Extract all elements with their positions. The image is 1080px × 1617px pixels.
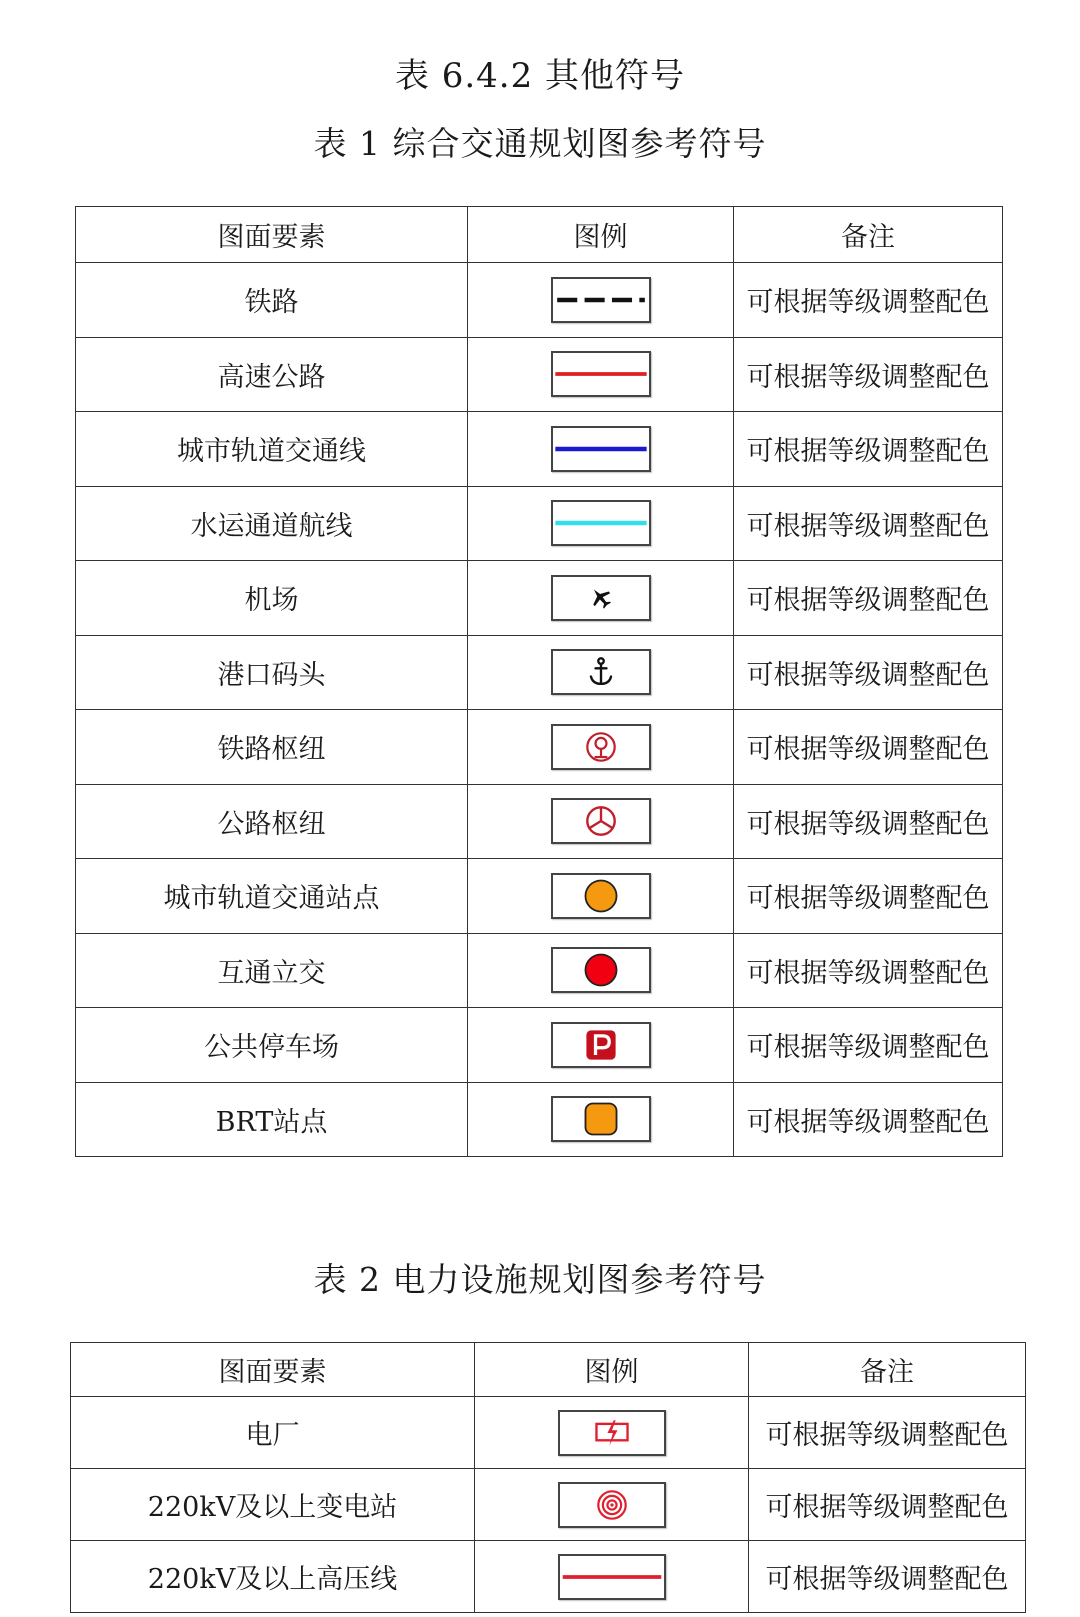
note: 可根据等级调整配色: [734, 784, 1003, 859]
note: 可根据等级调整配色: [734, 561, 1003, 636]
element-name: 机场: [76, 561, 468, 636]
note: 可根据等级调整配色: [734, 635, 1003, 710]
table1-title: 表 1 综合交通规划图参考符号: [313, 124, 767, 163]
header-element: 图面要素: [76, 207, 468, 263]
power-symbols-table: [70, 1342, 1026, 1613]
table-row: [76, 486, 1003, 561]
header-legend: 图例: [468, 207, 734, 263]
note: 可根据等级调整配色: [734, 933, 1003, 1008]
element-name: 电厂: [71, 1397, 475, 1469]
table2-title: 表 2 电力设施规划图参考符号: [313, 1260, 767, 1299]
red-circle-icon: [551, 947, 651, 993]
railway-line-icon: [551, 277, 651, 323]
table-header-row: [76, 207, 1003, 263]
table-row: [76, 263, 1003, 338]
note: 可根据等级调整配色: [734, 412, 1003, 487]
highway-line-icon: [551, 351, 651, 397]
note: 可根据等级调整配色: [734, 859, 1003, 934]
table-row: [76, 710, 1003, 785]
airplane-icon: [551, 575, 651, 621]
header-legend: 图例: [475, 1343, 749, 1397]
note: 可根据等级调整配色: [734, 1082, 1003, 1157]
element-name: 港口码头: [76, 635, 468, 710]
element-name: 铁路: [76, 263, 468, 338]
anchor-icon: [551, 649, 651, 695]
orange-rounded-square-icon: [551, 1096, 651, 1142]
element-name: 220kV及以上变电站: [71, 1469, 475, 1541]
note: 可根据等级调整配色: [749, 1397, 1026, 1469]
table-row: [76, 337, 1003, 412]
header-note: 备注: [749, 1343, 1026, 1397]
table-row: [76, 933, 1003, 1008]
high-voltage-line-icon: [558, 1554, 666, 1600]
note: 可根据等级调整配色: [734, 263, 1003, 338]
table-row: [76, 1082, 1003, 1157]
table-row: [76, 859, 1003, 934]
table-row: [76, 412, 1003, 487]
element-name: 公路枢纽: [76, 784, 468, 859]
waterway-line-icon: [551, 500, 651, 546]
substation-icon: [558, 1482, 666, 1528]
element-name: 公共停车场: [76, 1008, 468, 1083]
metro-line-icon: [551, 426, 651, 472]
table-row: [76, 1008, 1003, 1083]
note: 可根据等级调整配色: [734, 1008, 1003, 1083]
note: 可根据等级调整配色: [734, 486, 1003, 561]
table-header-row: [71, 1343, 1026, 1397]
element-name: 高速公路: [76, 337, 468, 412]
element-name: BRT站点: [76, 1082, 468, 1157]
power-plant-icon: [558, 1410, 666, 1456]
note: 可根据等级调整配色: [749, 1541, 1026, 1613]
table-row: [76, 561, 1003, 636]
header-element: 图面要素: [71, 1343, 475, 1397]
header-note: 备注: [734, 207, 1003, 263]
element-name: 城市轨道交通站点: [76, 859, 468, 934]
table-row: [71, 1469, 1026, 1541]
transport-symbols-table: [75, 206, 1003, 1157]
highway-hub-icon: [551, 798, 651, 844]
element-name: 220kV及以上高压线: [71, 1541, 475, 1613]
element-name: 互通立交: [76, 933, 468, 1008]
note: 可根据等级调整配色: [749, 1469, 1026, 1541]
note: 可根据等级调整配色: [734, 710, 1003, 785]
table-row: [76, 635, 1003, 710]
table-row: [71, 1397, 1026, 1469]
orange-circle-icon: [551, 873, 651, 919]
element-name: 铁路枢纽: [76, 710, 468, 785]
table-row: [76, 784, 1003, 859]
element-name: 水运通道航线: [76, 486, 468, 561]
document-title: 表 6.4.2 其他符号: [394, 56, 686, 96]
parking-icon: [551, 1022, 651, 1068]
railway-hub-icon: [551, 724, 651, 770]
note: 可根据等级调整配色: [734, 337, 1003, 412]
element-name: 城市轨道交通线: [76, 412, 468, 487]
table-row: [71, 1541, 1026, 1613]
